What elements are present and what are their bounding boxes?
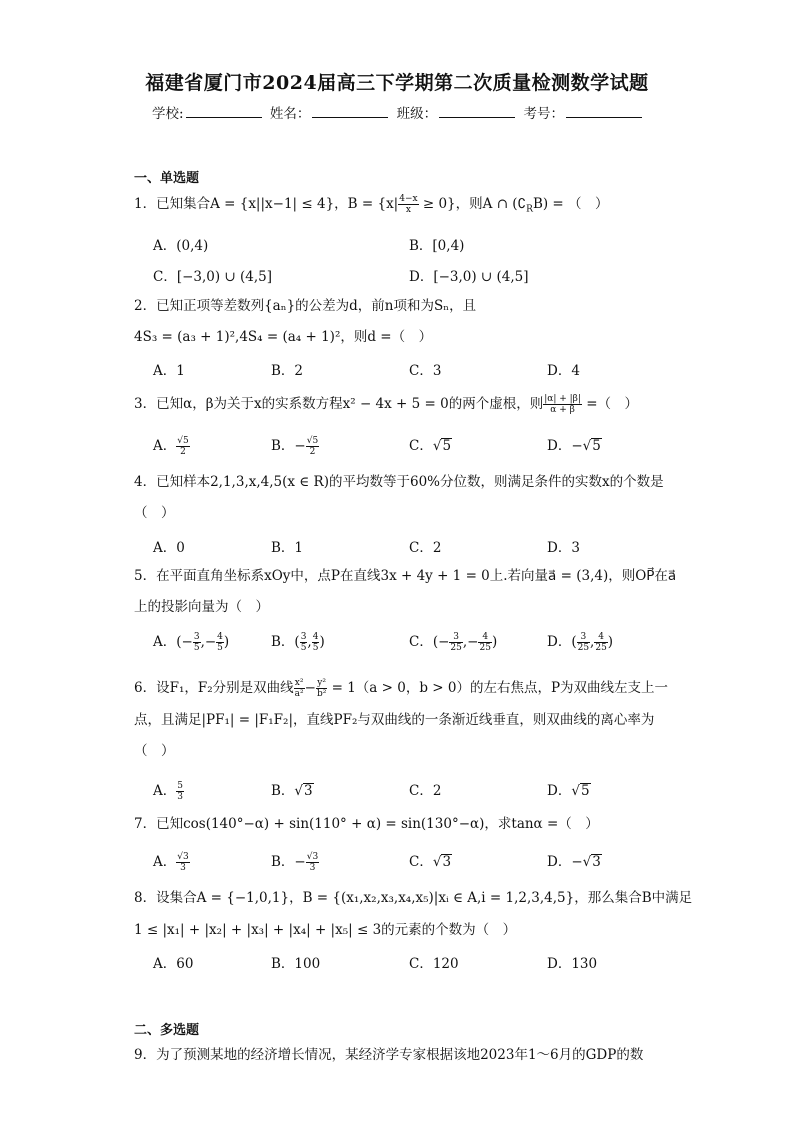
question-2-line2: 4S₃ = (a₃ + 1)²,4S₄ = (a₄ + 1)²，则d =（ ）	[134, 329, 433, 345]
class-label: 班级：	[396, 106, 438, 122]
id-blank[interactable]	[566, 104, 642, 118]
option-a[interactable]: A．(0,4)	[153, 238, 209, 254]
option-c[interactable]: C．2	[409, 540, 442, 556]
name-label: 姓名：	[269, 106, 311, 122]
option-b[interactable]: B．100	[271, 956, 321, 972]
question-2-line1: 2．已知正项等差数列{aₙ}的公差为d，前n项和为Sₙ，且	[134, 298, 477, 314]
option-d[interactable]: D．130	[547, 956, 598, 972]
option-a[interactable]: A． $\frac{√3}{3}$	[153, 852, 189, 873]
option-b[interactable]: B．2	[271, 363, 304, 379]
option-c[interactable]: C．120	[409, 956, 459, 972]
option-d[interactable]: D．√5	[547, 783, 590, 799]
question-4-line1: 4．已知样本2,1,3,x,4,5(x ∈ R)的平均数等于60%分位数，则满足条件的实数x的个数是	[134, 474, 664, 490]
section-single-choice: 一、单选题	[134, 171, 200, 186]
question-8-line1: 8．设集合A = {−1,0,1}，B = {(x₁,x₂,x₃,x₄,x₅)|xᵢ ∈ A,i = 1,2,3,4,5}，那么集合B中满足	[134, 890, 693, 906]
option-a[interactable]: A．(− $\frac{3}{5}$ ,− $\frac{4}{5}$ )	[153, 632, 230, 653]
question-5-line1: 5．在平面直角坐标系xOy中，点P在直线3x + 4y + 1 = 0上.若向量a⃗ = (3,4)，则OP⃗在a⃗	[134, 568, 677, 584]
question-4-line2: （ ）	[134, 505, 175, 521]
option-d[interactable]: D．( $\frac{3}{25}$ , $\frac{4}{25}$ )	[547, 632, 614, 653]
option-c[interactable]: C．√5	[409, 438, 452, 454]
name-blank[interactable]	[312, 104, 388, 118]
id-label: 考号：	[523, 106, 564, 122]
option-b[interactable]: B．1	[271, 540, 304, 556]
option-a[interactable]: A． $\frac{5}{3}$	[153, 781, 183, 802]
option-d[interactable]: D．[−3,0) ∪ (4,5]	[409, 269, 529, 285]
question-3: 3．已知α，β为关于x的实系数方程x² − 4x + 5 = 0的两个虚根，则 $\frac{|\alpha| + |\beta|}{\alpha + \beta}$ =（ ）	[134, 394, 639, 415]
option-c[interactable]: C．2	[409, 783, 442, 799]
option-c[interactable]: C．[−3,0) ∪ (4,5]	[153, 269, 273, 285]
option-c[interactable]: C．(− $\frac{3}{25}$ ,− $\frac{4}{25}$ )	[409, 632, 498, 653]
question-6-line3: （ ）	[134, 743, 175, 759]
option-a[interactable]: A．1	[153, 363, 185, 379]
option-d[interactable]: D．−√5	[547, 438, 601, 454]
question-6-line2: 点，且满足|PF₁| = |F₁F₂|，直线PF₂与双曲线的一条渐近线垂直，则双曲线的离心率为	[134, 712, 655, 728]
question-1: 1．已知集合A = {x||x−1| ≤ 4}，B = {x| $\frac{4-x}{x}$ ≥ 0}，则A ∩ $(∁_RB)$ = （ ）	[134, 194, 609, 215]
option-c[interactable]: C．3	[409, 363, 442, 379]
student-info-line	[0, 102, 794, 122]
question-5-line2: 上的投影向量为（ ）	[134, 599, 269, 615]
question-6-line1: 6．设F₁，F₂分别是双曲线 $\frac{\text{x²}}{\text{a²}}$ − $\frac{\text{y²}}{\text{b²}}$ = 1（a > 0，b > 0）的左右焦点，P为双曲线左支上一	[134, 678, 669, 699]
option-b[interactable]: B．[0,4)	[409, 238, 465, 254]
option-d[interactable]: D．−√3	[547, 854, 601, 870]
option-d[interactable]: D．3	[547, 540, 580, 556]
class-blank[interactable]	[439, 104, 515, 118]
option-b[interactable]: B．− $\frac{√5}{2}$	[271, 436, 319, 457]
option-d[interactable]: D．4	[547, 363, 580, 379]
option-a[interactable]: A． $\frac{√5}{2}$	[153, 436, 189, 457]
option-b[interactable]: B．( $\frac{3}{5}$ , $\frac{4}{5}$ )	[271, 632, 325, 653]
exam-title: 福建省厦门市2024届高三下学期第二次质量检测数学试题	[145, 72, 649, 94]
section-multiple-choice: 二、多选题	[134, 1023, 200, 1038]
option-b[interactable]: B．√3	[271, 783, 313, 799]
school-blank[interactable]	[186, 104, 262, 118]
option-a[interactable]: A．0	[153, 540, 185, 556]
fraction: $\frac{4-x}{x}$	[399, 194, 418, 215]
option-a[interactable]: A．60	[153, 956, 194, 972]
question-9-line1: 9．为了预测某地的经济增长情况，某经济学专家根据该地2023年1～6月的GDP的数	[134, 1047, 644, 1063]
option-b[interactable]: B．− $\frac{√3}{3}$	[271, 852, 319, 873]
question-7: 7．已知cos(140°−α) + sin(110° + α) = sin(130°−α)，求tanα =（ ）	[134, 816, 599, 832]
school-label: 学校:	[152, 106, 184, 122]
fraction: $\frac{|\alpha| + |\beta|}{\alpha + \beta}$	[544, 394, 581, 415]
option-c[interactable]: C．√3	[409, 854, 452, 870]
question-8-line2: 1 ≤ |x₁| + |x₂| + |x₃| + |x₄| + |x₅| ≤ 3的元素的个数为（ ）	[134, 922, 517, 938]
